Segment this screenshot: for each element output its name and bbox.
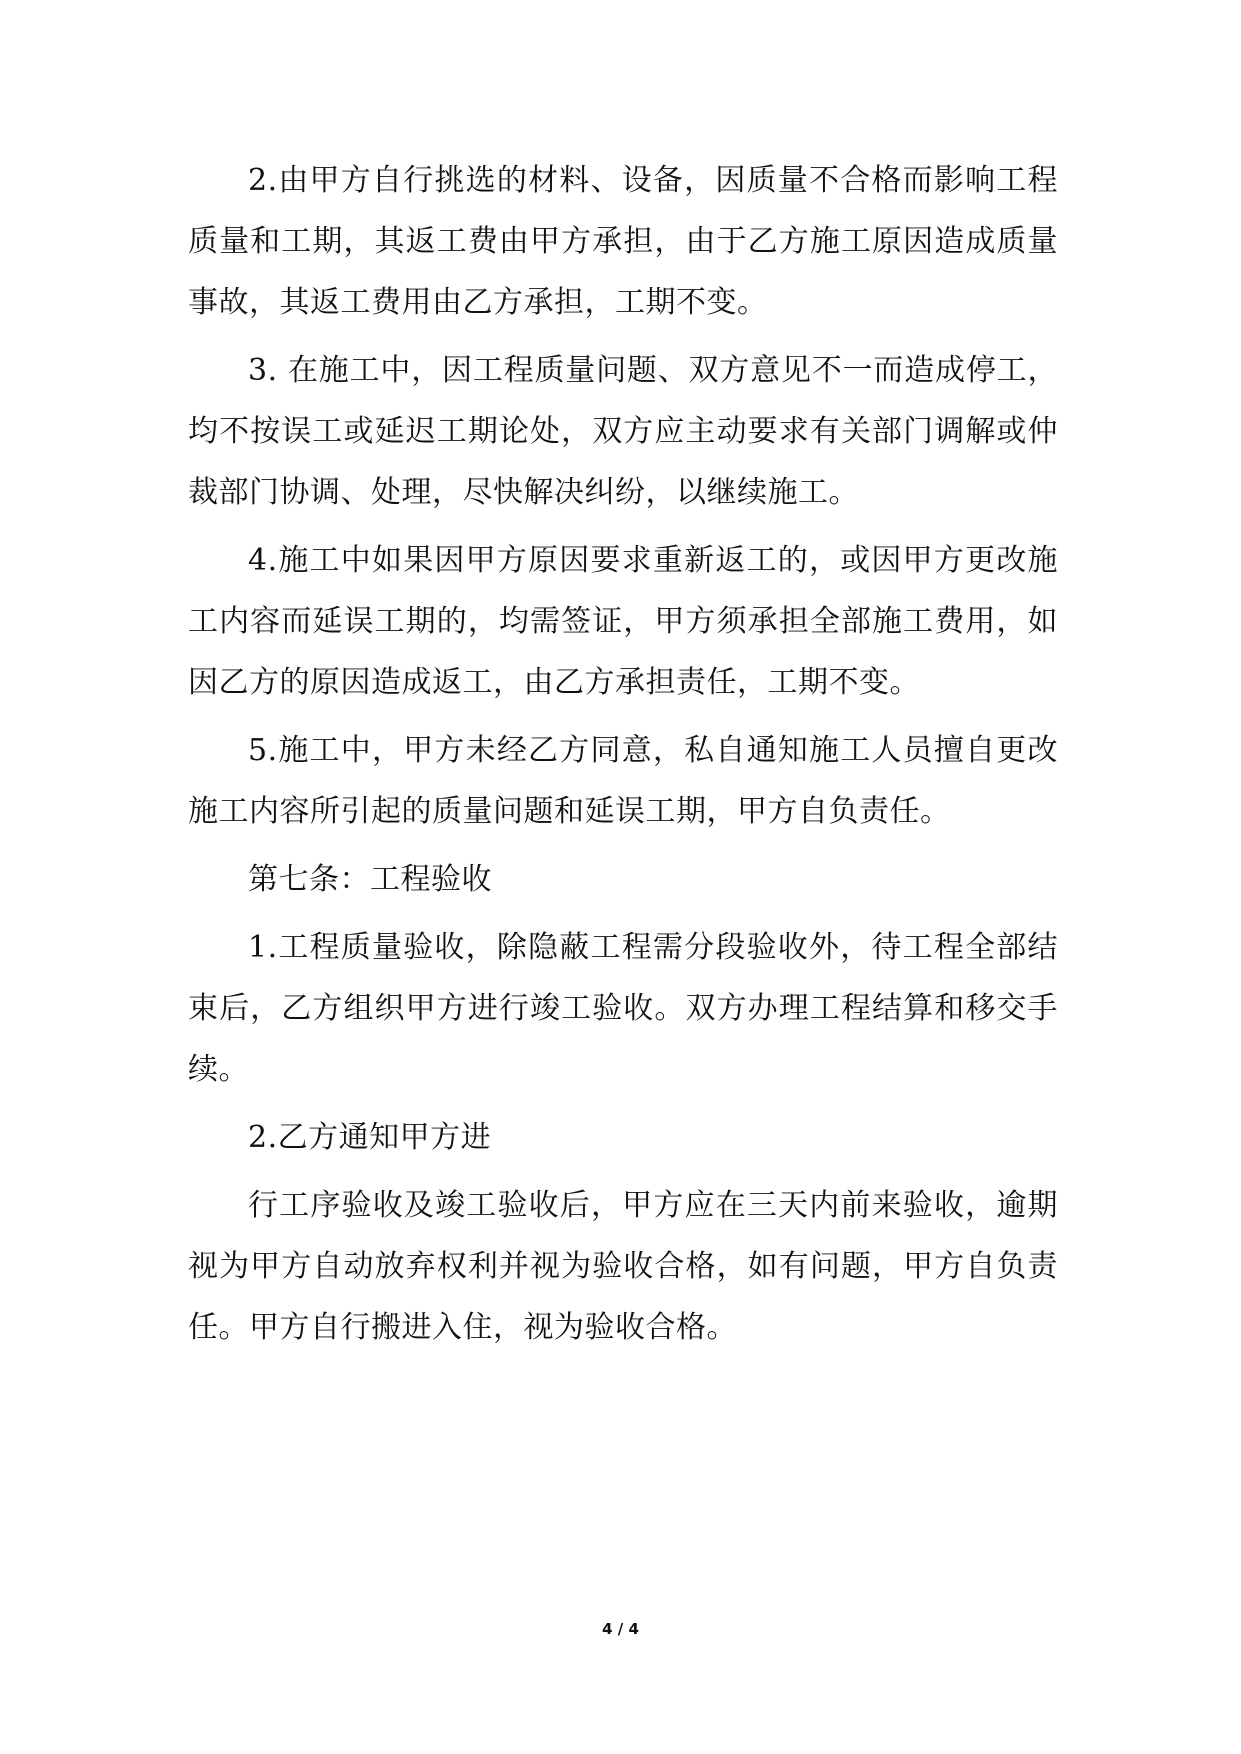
- paragraph-clause-7-1: 1.工程质量验收，除隐蔽工程需分段验收外，待工程全部结束后，乙方组织甲方进行竣工验收。双方办理工程结算和移交手续。: [188, 930, 1058, 1087]
- paragraph-clause-7-2-start: 2.乙方通知甲方进: [248, 1120, 492, 1155]
- section-heading-article-7: 第七条：工程验收: [248, 862, 492, 897]
- paragraph-clause-6-5: 5.施工中，甲方未经乙方同意，私自通知施工人员擅自更改施工内容所引起的质量问题和延误工期，甲方自负责任。: [188, 733, 1058, 829]
- page-number: 4 / 4: [602, 1620, 639, 1638]
- paragraph-clause-6-3: 3. 在施工中，因工程质量问题、双方意见不一而造成停工，均不按误工或延迟工期论处，双方应主动要求有关部门调解或仲裁部门协调、处理，尽快解决纠纷，以继续施工。: [188, 353, 1058, 510]
- paragraph-clause-6-4: 4.施工中如果因甲方原因要求重新返工的，或因甲方更改施工内容而延误工期的，均需签证，甲方须承担全部施工费用，如因乙方的原因造成返工，由乙方承担责任，工期不变。: [188, 543, 1058, 700]
- document-body: [188, 150, 1058, 1365]
- paragraph-clause-7-2-continued: 行工序验收及竣工验收后，甲方应在三天内前来验收，逾期视为甲方自动放弃权利并视为验收合格，如有问题，甲方自负责任。甲方自行搬进入住，视为验收合格。: [188, 1188, 1058, 1345]
- paragraph-clause-6-2: 2.由甲方自行挑选的材料、设备，因质量不合格而影响工程质量和工期，其返工费由甲方承担，由于乙方施工原因造成质量事故，其返工费用由乙方承担，工期不变。: [188, 163, 1058, 320]
